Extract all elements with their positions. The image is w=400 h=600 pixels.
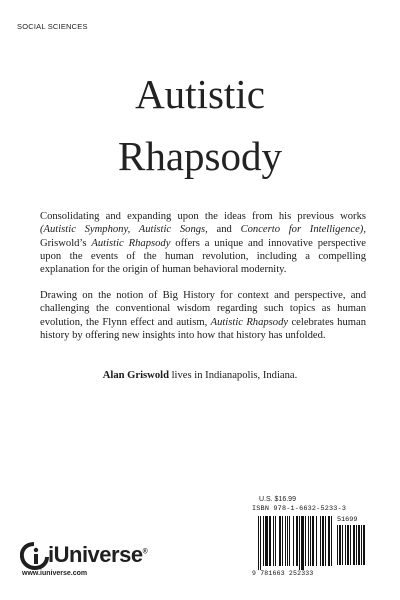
barcode xyxy=(252,505,367,580)
publisher-url: www.iuniverse.com xyxy=(22,570,88,577)
publisher-logo xyxy=(20,542,170,582)
author-bio: Alan Griswold lives in Indianapolis, Indiana. xyxy=(102,370,298,381)
ean-barcode-bars xyxy=(258,516,334,570)
price-label: U.S. $16.99 xyxy=(259,496,296,503)
publisher-name: iUniverse® xyxy=(48,542,148,567)
book-title-line2: Rhapsody xyxy=(118,133,282,179)
addon-barcode-bars xyxy=(337,525,365,573)
iuniverse-swirl-icon xyxy=(20,542,50,570)
isbn-text: ISBN 978-1-6632-5233-3 xyxy=(252,505,347,513)
blurb-paragraph-1: Consolidating and expanding upon the ideas from his previous works (Autistic Symphony, Autistic Songs, and Concerto for Intelligence), Griswold’s Autistic Rhapsody offers a unique and innovative perspective upon the events of the human revolution, including a compelling explanation for the origin of human behavioral modernity. xyxy=(40,211,366,276)
addon-price-code: 51699 xyxy=(337,516,358,524)
category-label: SOCIAL SCIENCES xyxy=(17,22,88,31)
blurb-paragraph-2: Drawing on the notion of Big History for context and perspective, and challenging the conventional wisdom regarding such topics as human evolution, the Flynn effect and autism, Autistic Rhapsody celebrates human history by offering new insights into how that history has unfolded. xyxy=(40,290,366,341)
book-title-line1: Autistic xyxy=(135,71,265,117)
ean-digits: 9 781663 252333 xyxy=(252,570,314,577)
author-name: Alan Griswold xyxy=(102,370,169,381)
